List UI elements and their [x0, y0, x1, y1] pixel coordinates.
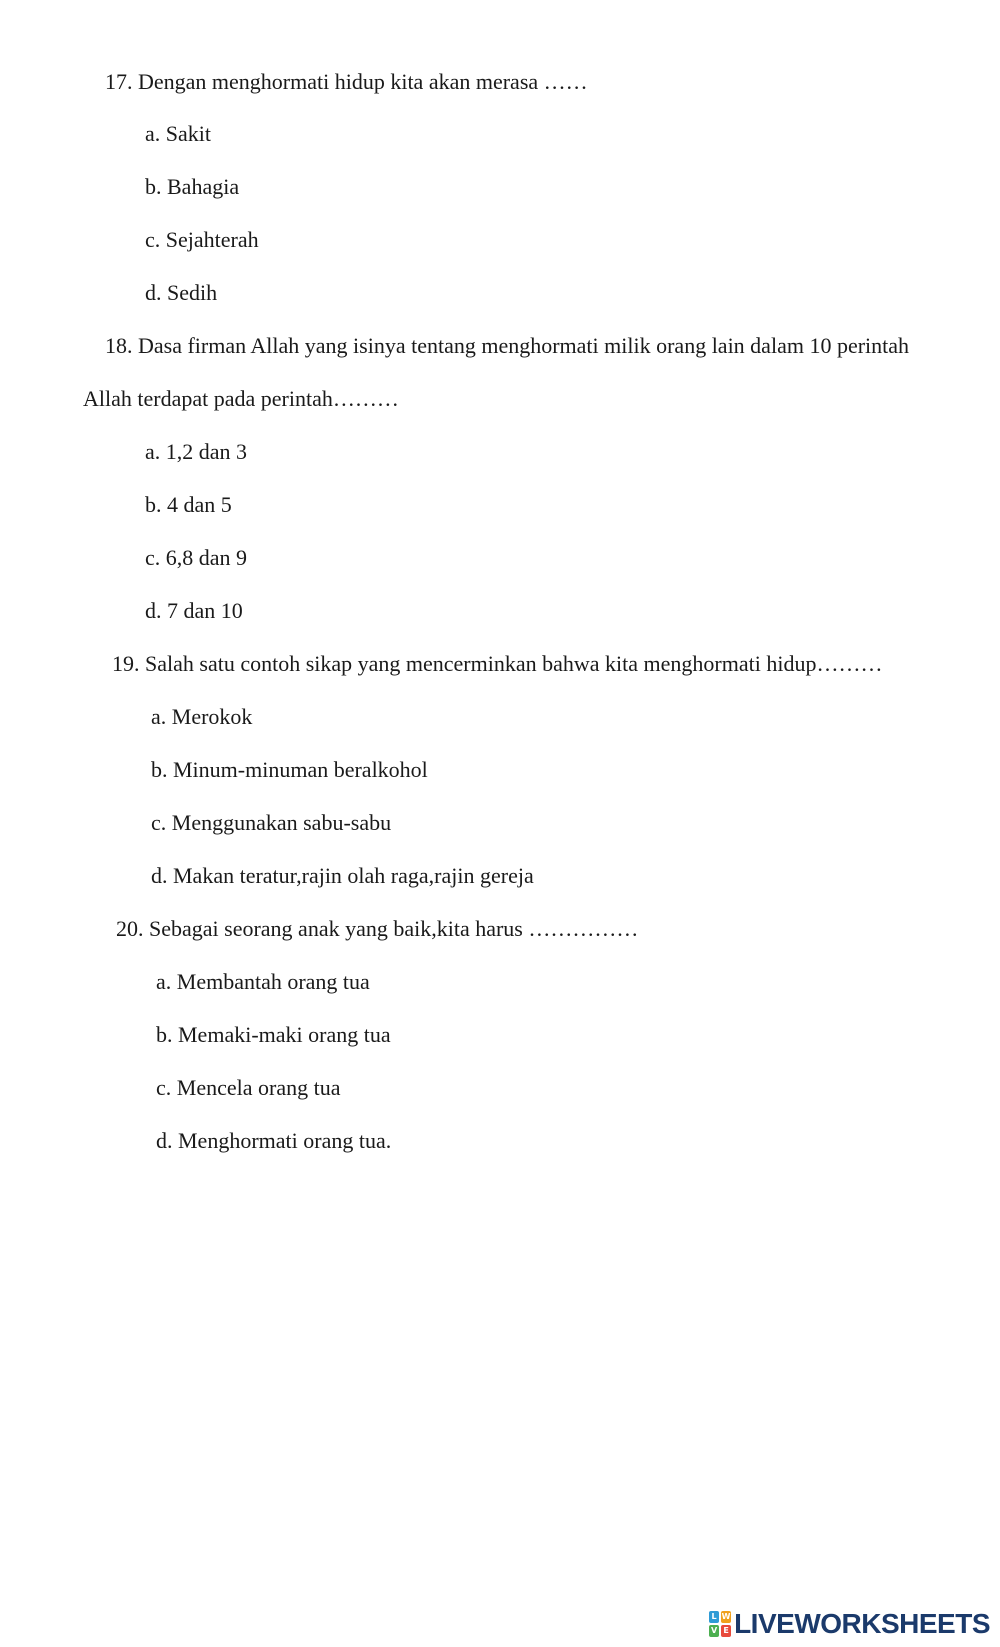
question-20-stem: 20. Sebagai seorang anak yang baik,kita harus …………… [116, 916, 639, 941]
liveworksheets-mark-icon [709, 1611, 731, 1637]
question-17-stem: 17. Dengan menghormati hidup kita akan merasa …… [105, 69, 588, 94]
question-18-option-b: b. 4 dan 5 [145, 492, 232, 517]
question-17-option-c: c. Sejahterah [145, 227, 259, 252]
question-20-option-a: a. Membantah orang tua [156, 969, 370, 994]
liveworksheets-wordmark: LIVEWORKSHEETS [734, 1608, 990, 1639]
question-20-option-b: b. Memaki-maki orang tua [156, 1022, 391, 1047]
question-17-option-a: a. Sakit [145, 121, 211, 146]
question-19-option-c: c. Menggunakan sabu-sabu [151, 810, 392, 835]
logo-mark-cell: L [709, 1611, 719, 1623]
question-17-option-b: b. Bahagia [145, 174, 240, 199]
liveworksheets-logo [709, 1607, 990, 1641]
logo-mark-cell: W [721, 1612, 731, 1621]
question-19-option-b: b. Minum-minuman beralkohol [151, 757, 428, 782]
question-19-option-a: a. Merokok [151, 704, 253, 729]
question-18-stem: 18. Dasa firman Allah yang isinya tentang menghormati milik orang lain dalam 10 perintah [105, 333, 910, 358]
question-17-option-d: d. Sedih [145, 280, 218, 305]
question-20-option-c: c. Mencela orang tua [156, 1075, 341, 1100]
question-18-stem-continued: Allah terdapat pada perintah……… [83, 386, 399, 411]
question-20-option-d: d. Menghormati orang tua. [156, 1128, 392, 1153]
question-18-option-c: c. 6,8 dan 9 [145, 545, 248, 570]
question-18-option-a: a. 1,2 dan 3 [145, 439, 248, 464]
question-18-option-d: d. 7 dan 10 [145, 598, 243, 623]
question-19-option-d: d. Makan teratur,rajin olah raga,rajin gereja [151, 863, 534, 888]
question-19-stem: 19. Salah satu contoh sikap yang mencerminkan bahwa kita menghormati hidup……… [112, 651, 883, 676]
logo-mark-cell: E [721, 1625, 731, 1637]
logo-mark-cell: V [710, 1626, 718, 1635]
